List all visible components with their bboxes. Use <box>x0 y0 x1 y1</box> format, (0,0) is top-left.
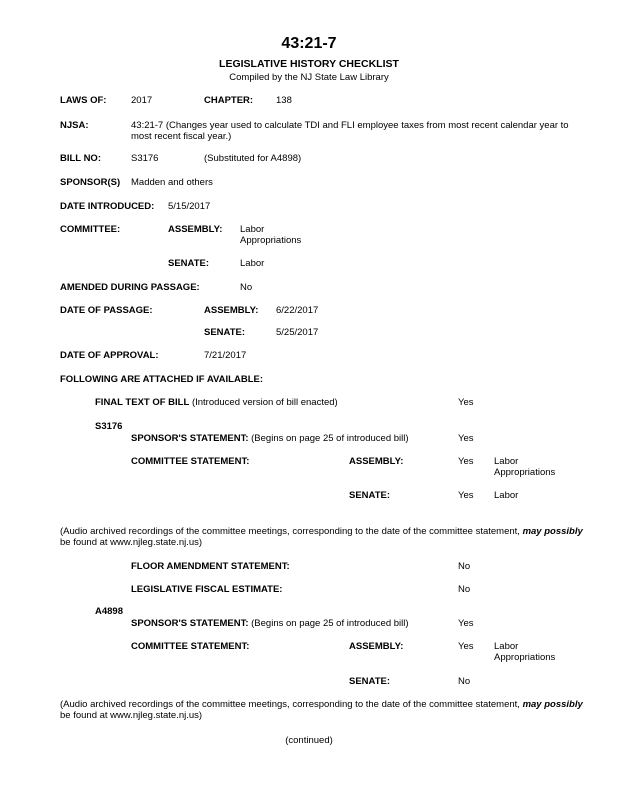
s3176-assembly-label: ASSEMBLY: <box>349 456 404 467</box>
final-text-label: FINAL TEXT OF BILL <box>95 397 190 408</box>
fiscal-label: LEGISLATIVE FISCAL ESTIMATE: <box>131 584 283 595</box>
a4898-assembly-comm-2: Appropriations <box>494 652 556 663</box>
audio-note-2-text: (Audio archived recordings of the committee meetings, corresponding to the date of the committee statement, <box>60 699 523 710</box>
a4898-sponsor-row <box>131 618 409 630</box>
date-introduced-label: DATE INTRODUCED: <box>60 201 155 212</box>
bill-no-label: BILL NO: <box>60 153 101 164</box>
a4898-sponsor-label: SPONSOR'S STATEMENT: <box>131 618 249 629</box>
final-text-note: (Introduced version of bill enacted) <box>191 397 338 408</box>
audio-note-1-emph: may possibly <box>522 526 583 537</box>
s3176-senate-value: Yes <box>458 490 474 501</box>
bill-no-note: (Substituted for A4898) <box>204 153 302 164</box>
compiled-by: Compiled by the NJ State Law Library <box>229 72 389 83</box>
a4898-sponsor-note: (Begins on page 25 of introduced bill) <box>251 618 409 629</box>
amended-label: AMENDED DURING PASSAGE: <box>60 282 200 293</box>
passage-assembly-value: 6/22/2017 <box>276 305 319 316</box>
s3176-bill: S3176 <box>95 421 123 432</box>
final-text-value: Yes <box>458 397 474 408</box>
audio-note-1-text: (Audio archived recordings of the committee meetings, corresponding to the date of the committee statement, <box>60 526 523 537</box>
s3176-sponsor-label: SPONSOR'S STATEMENT: <box>131 433 249 444</box>
floor-label: FLOOR AMENDMENT STATEMENT: <box>131 561 290 572</box>
passage-senate-value: 5/25/2017 <box>276 327 319 338</box>
s3176-committee-label: COMMITTEE STATEMENT: <box>131 456 250 467</box>
a4898-assembly-label: ASSEMBLY: <box>349 641 404 652</box>
audio-note-1-line-2: be found at www.njleg.state.nj.us) <box>60 537 203 548</box>
fiscal-value: No <box>458 584 471 595</box>
njsa-label: NJSA: <box>60 120 89 131</box>
attached-heading: FOLLOWING ARE ATTACHED IF AVAILABLE: <box>60 374 263 385</box>
s3176-sponsor-value: Yes <box>458 433 474 444</box>
laws-of-label: LAWS OF: <box>60 95 107 106</box>
committee-senate-label: SENATE: <box>168 258 209 269</box>
audio-note-2-emph: may possibly <box>522 699 583 710</box>
s3176-assembly-value: Yes <box>458 456 474 467</box>
s3176-sponsor-note: (Begins on page 25 of introduced bill) <box>251 433 409 444</box>
chapter-value: 138 <box>276 95 292 106</box>
committee-assembly-label: ASSEMBLY: <box>168 224 223 235</box>
a4898-senate-value: No <box>458 676 471 687</box>
chapter-label: CHAPTER: <box>204 95 254 106</box>
a4898-assembly-value: Yes <box>458 641 474 652</box>
committee-assembly-1: Labor <box>240 224 265 235</box>
final-text-row <box>95 397 338 409</box>
audio-note-2-line-2: be found at www.njleg.state.nj.us) <box>60 710 203 721</box>
a4898-committee-label: COMMITTEE STATEMENT: <box>131 641 250 652</box>
laws-of-value: 2017 <box>131 95 153 106</box>
page-subtitle: LEGISLATIVE HISTORY CHECKLIST <box>219 58 399 70</box>
sponsors-value: Madden and others <box>131 177 213 188</box>
s3176-assembly-comm-2: Appropriations <box>494 467 556 478</box>
njsa-line-2: most recent fiscal year.) <box>131 131 232 142</box>
a4898-assembly-comm-1: Labor <box>494 641 519 652</box>
passage-label: DATE OF PASSAGE: <box>60 305 153 316</box>
s3176-senate-comm: Labor <box>494 490 519 501</box>
a4898-bill: A4898 <box>95 606 123 617</box>
a4898-senate-label: SENATE: <box>349 676 390 687</box>
floor-value: No <box>458 561 471 572</box>
sponsors-label: SPONSOR(S) <box>60 177 121 188</box>
s3176-assembly-comm-1: Labor <box>494 456 519 467</box>
passage-assembly-label: ASSEMBLY: <box>204 305 259 316</box>
njsa-line-1: 43:21-7 (Changes year used to calculate TDI and FLI employee taxes from most recent calendar year to <box>131 120 569 131</box>
bill-no-value: S3176 <box>131 153 159 164</box>
passage-senate-label: SENATE: <box>204 327 245 338</box>
a4898-sponsor-value: Yes <box>458 618 474 629</box>
s3176-sponsor-row <box>131 433 409 445</box>
approval-label: DATE OF APPROVAL: <box>60 350 159 361</box>
committee-assembly-2: Appropriations <box>240 235 302 246</box>
page-title: 43:21-7 <box>281 35 337 52</box>
approval-value: 7/21/2017 <box>204 350 247 361</box>
amended-value: No <box>240 282 253 293</box>
committee-label: COMMITTEE: <box>60 224 121 235</box>
committee-senate-value: Labor <box>240 258 265 269</box>
date-introduced-value: 5/15/2017 <box>168 201 211 212</box>
continued-footer: (continued) <box>285 735 333 746</box>
s3176-senate-label: SENATE: <box>349 490 390 501</box>
